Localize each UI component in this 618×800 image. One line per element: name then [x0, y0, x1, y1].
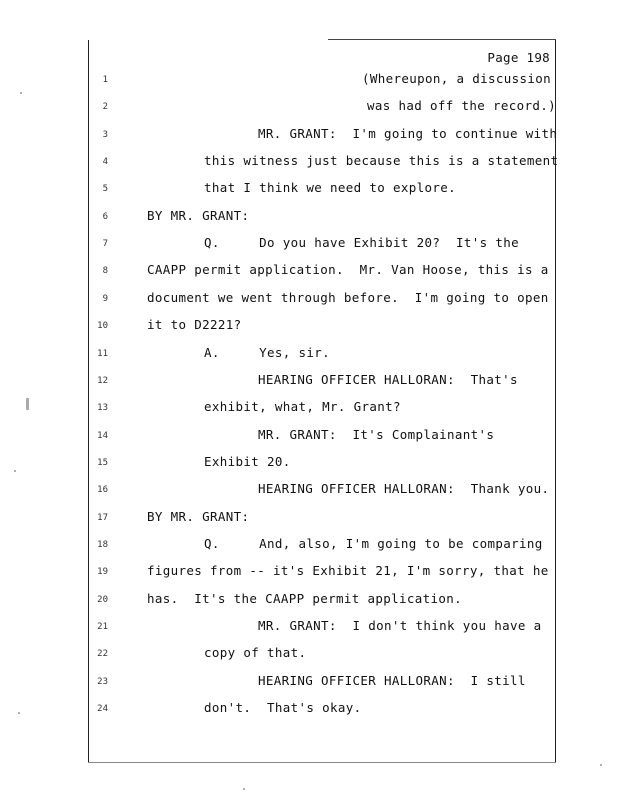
scan-speck	[18, 712, 20, 714]
line-text: HEARING OFFICER HALLORAN: Thank you.	[258, 481, 550, 497]
transcript-line	[0, 290, 618, 310]
line-number: 11	[97, 348, 108, 359]
transcript-line	[0, 618, 618, 638]
line-text: was had off the record.)	[367, 98, 557, 114]
line-text: CAAPP permit application. Mr. Van Hoose, this is a	[147, 262, 549, 278]
transcript-line	[0, 235, 618, 255]
line-text: MR. GRANT: I don't think you have a	[258, 618, 542, 633]
transcript-line	[0, 208, 618, 228]
line-number: 12	[97, 375, 108, 386]
bottom-rule	[88, 762, 556, 763]
transcript-line	[0, 126, 618, 146]
line-number: 22	[97, 649, 108, 660]
line-text: MR. GRANT: I'm going to continue with	[258, 125, 558, 141]
transcript-line	[0, 481, 618, 501]
line-number: 5	[102, 184, 108, 195]
transcript-line	[0, 71, 618, 91]
transcript-line	[0, 399, 618, 419]
line-number: 6	[102, 211, 108, 222]
transcript-line	[0, 427, 618, 447]
line-number: 9	[102, 293, 108, 304]
line-number: 1	[102, 75, 108, 85]
transcript-line	[0, 700, 618, 720]
line-text: HEARING OFFICER HALLORAN: That's	[258, 371, 518, 387]
line-text: don't. That's okay.	[204, 700, 362, 716]
line-text: it to D2221?	[147, 317, 242, 333]
transcript-line	[0, 509, 618, 529]
transcript-line	[0, 98, 618, 118]
transcript-line	[0, 536, 618, 556]
line-text: BY MR. GRANT:	[147, 207, 250, 223]
line-number: 14	[97, 430, 108, 441]
line-text: document we went through before. I'm going to open	[147, 289, 549, 305]
line-number: 13	[97, 403, 108, 414]
line-text: copy of that.	[204, 645, 307, 661]
line-number: 19	[97, 567, 108, 578]
transcript-line	[0, 153, 618, 173]
line-text: HEARING OFFICER HALLORAN: I still	[258, 672, 526, 688]
scan-speck	[26, 398, 29, 410]
scan-speck	[14, 470, 16, 472]
transcript-line	[0, 317, 618, 337]
line-text: exhibit, what, Mr. Grant?	[204, 399, 401, 415]
scan-speck	[243, 788, 245, 790]
line-text: MR. GRANT: It's Complainant's	[258, 426, 495, 442]
scan-speck	[20, 92, 22, 94]
transcript-line	[0, 645, 618, 665]
line-number: 4	[102, 157, 108, 168]
transcript-line	[0, 454, 618, 474]
line-text: Exhibit 20.	[204, 453, 291, 469]
transcript-line	[0, 563, 618, 583]
transcript-line	[0, 591, 618, 611]
transcript-line	[0, 262, 618, 282]
transcript-line	[0, 180, 618, 200]
page-number: Page 198	[487, 50, 550, 65]
line-text: figures from -- it's Exhibit 21, I'm sorry, that he	[147, 563, 549, 579]
line-number: 3	[102, 129, 108, 140]
transcript-line	[0, 345, 618, 365]
line-text: (Whereupon, a discussion	[362, 71, 552, 86]
line-number: 23	[97, 676, 108, 687]
line-number: 7	[102, 239, 108, 250]
line-text: BY MR. GRANT:	[147, 508, 250, 524]
line-text: Q. Do you have Exhibit 20? It's the	[204, 235, 520, 251]
scan-speck	[600, 764, 602, 766]
line-number: 17	[97, 512, 108, 523]
line-number: 21	[97, 622, 108, 632]
line-number: 15	[97, 457, 108, 468]
line-number: 8	[102, 266, 108, 277]
transcript-line	[0, 372, 618, 392]
line-number: 2	[102, 102, 108, 113]
line-text: this witness just because this is a statement	[204, 153, 559, 169]
line-text: Q. And, also, I'm going to be comparing	[204, 535, 543, 551]
line-text: has. It's the CAAPP permit application.	[147, 590, 463, 606]
top-rule	[328, 39, 556, 40]
line-number: 10	[97, 321, 108, 332]
transcript-line	[0, 673, 618, 693]
line-text: A. Yes, sir.	[204, 344, 331, 360]
line-number: 16	[97, 485, 108, 496]
line-text: that I think we need to explore.	[204, 180, 457, 196]
line-number: 18	[97, 539, 108, 550]
line-number: 24	[97, 704, 108, 715]
line-number: 20	[97, 594, 108, 605]
